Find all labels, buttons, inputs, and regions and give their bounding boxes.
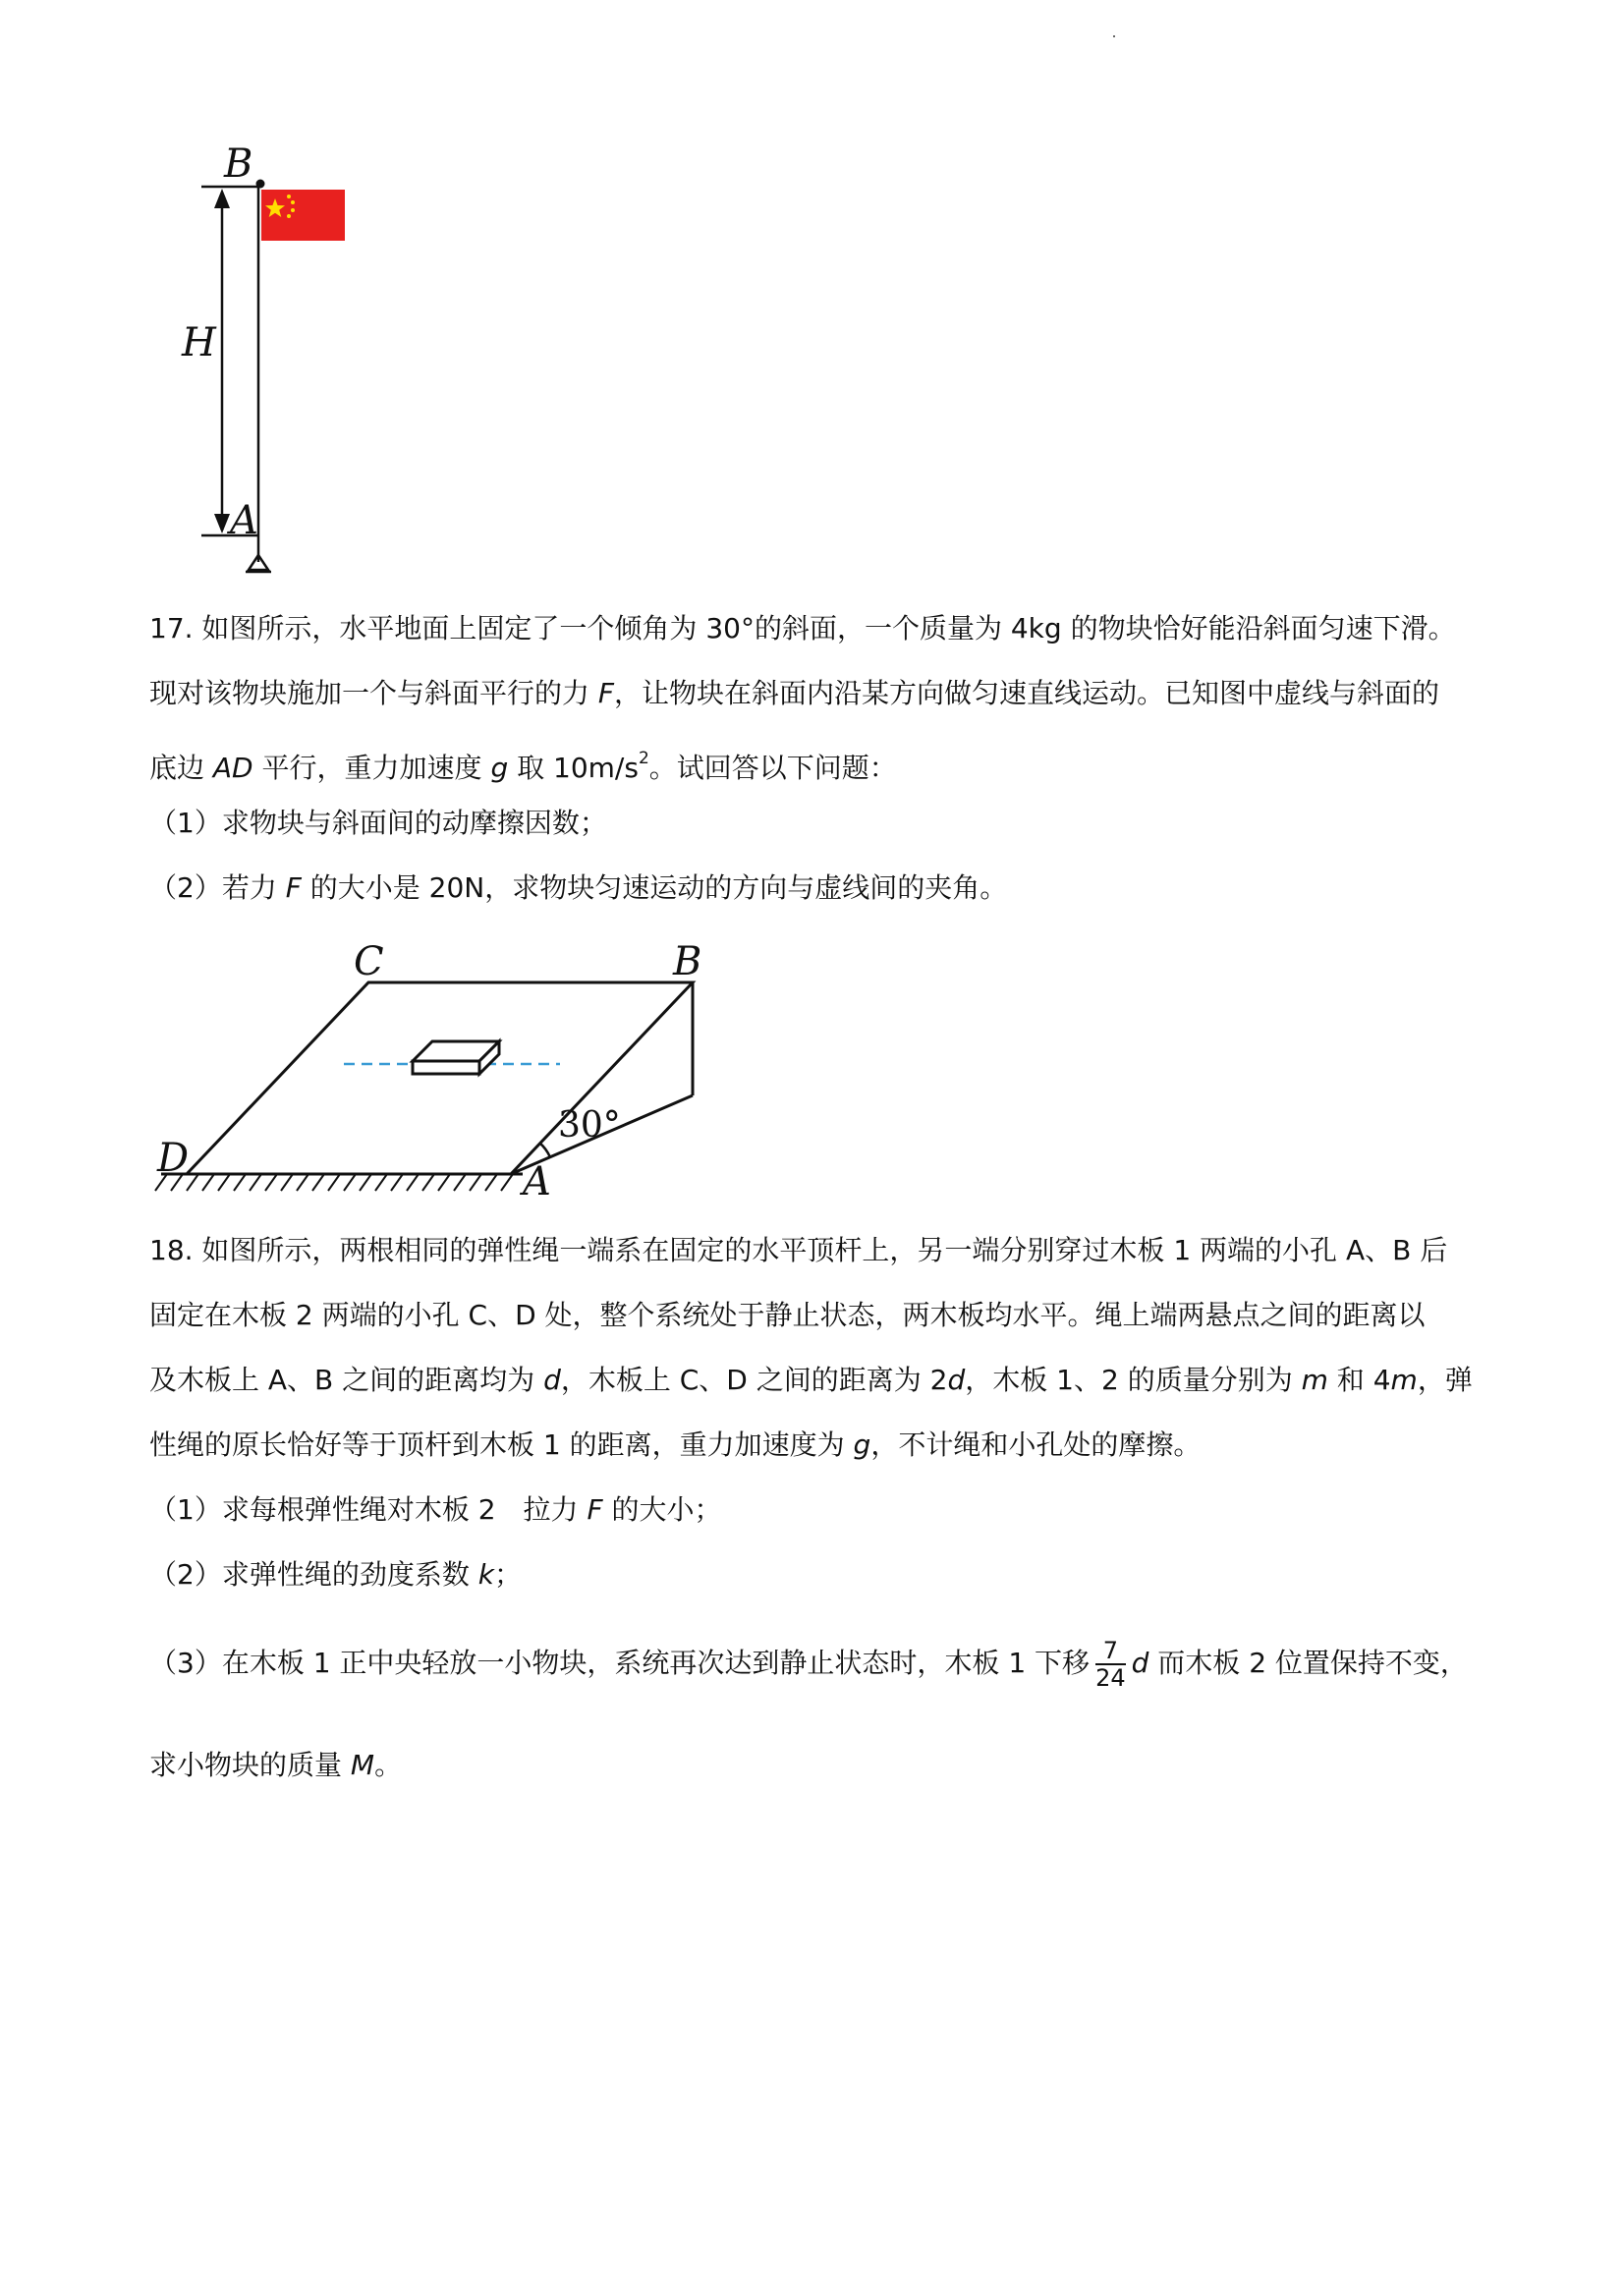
label-B: B (224, 141, 253, 187)
q18-line-2: 固定在木板 2 两端的小孔 C、D 处，整个系统处于静止状态，两木板均水平。绳上端两悬点之间的距离以 (149, 1299, 1426, 1331)
height-arrow-up (214, 189, 230, 208)
flag-small-star (287, 214, 291, 218)
label-D: D (157, 1136, 190, 1181)
label-A: A (230, 498, 258, 543)
label-B: B (673, 939, 702, 984)
flag (261, 190, 345, 241)
q17-sub-1: （1）求物块与斜面间的动摩擦因数； (149, 807, 607, 839)
q17-sub-2: （2）若力 F 的大小是 20N，求物块匀速运动的方向与虚线间的夹角。 (149, 871, 1008, 904)
stray-dot (1113, 35, 1115, 37)
ground-hatch (155, 1174, 513, 1191)
angle-arc (539, 1143, 550, 1157)
q17-line-1: 17. 如图所示，水平地面上固定了一个倾角为 30°的斜面，一个质量为 4kg 的物块恰好能沿斜面匀速下滑。 (149, 612, 1456, 644)
q18-line-4: 性绳的原长恰好等于顶杆到木板 1 的距离，重力加速度为 g，不计绳和小孔处的摩擦。 (149, 1428, 1202, 1461)
incline-figure (147, 933, 737, 1204)
label-C: C (354, 939, 384, 984)
q18-sub-3-line-2: 求小物块的质量 M。 (149, 1749, 403, 1781)
q17-line-3: 底边 AD 平行，重力加速度 g 取 $10m/s^2$。试回答以下问题： (149, 749, 897, 784)
q18-sub-3: （3）在木板 1 正中央轻放一小物块，系统再次达到静止状态时，木板 1 下移 $\frac{7}{24}$ d 而木板 2 位置保持不变， (149, 1637, 1468, 1692)
block (413, 1041, 499, 1074)
q18-line-1: 18. 如图所示，两根相同的弹性绳一端系在固定的水平顶杆上，另一端分别穿过木板 1 两端的小孔 A、B 后 (149, 1234, 1448, 1266)
q17-line-2: 现对该物块施加一个与斜面平行的力 F，让物块在斜面内沿某方向做匀速直线运动。已知图中虚线与斜面的 (149, 677, 1440, 709)
flagpole-figure (167, 138, 403, 580)
height-arrow-down (214, 514, 230, 533)
label-A: A (523, 1159, 551, 1204)
flag-small-star (287, 195, 291, 198)
angle-label: 30° (558, 1105, 621, 1146)
q18-sub-2: （2）求弹性绳的劲度系数 k； (149, 1558, 522, 1591)
q18-sub-1: （1）求每根弹性绳对木板 2 拉力 F 的大小； (149, 1493, 722, 1526)
flagpole-base (249, 555, 268, 570)
flag-small-star (291, 200, 295, 204)
q18-line-3: 及木板上 A、B 之间的距离均为 d，木板上 C、D 之间的距离为 2d，木板 1、2 的质量分别为 m 和 4m，弹 (149, 1364, 1473, 1396)
label-H: H (182, 320, 216, 365)
fraction-7-24: $\frac{7}{24}$ (1095, 1637, 1126, 1692)
flag-small-star (291, 208, 295, 212)
